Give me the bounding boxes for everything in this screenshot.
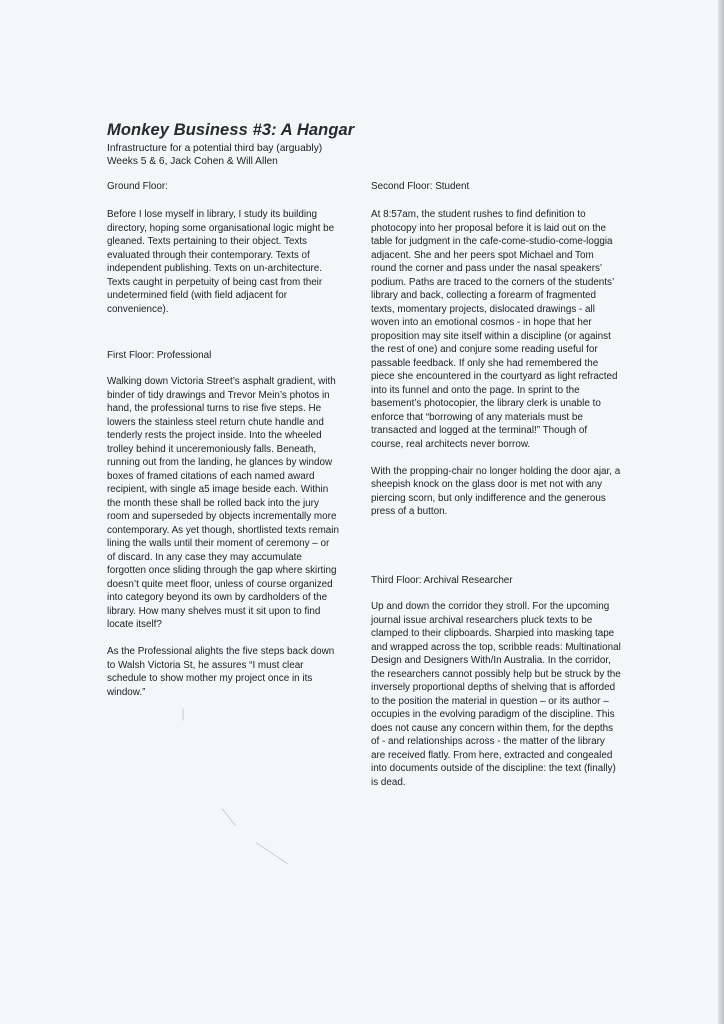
second-floor-body-2: With the propping-chair no longer holding the door ajar, a sheepish knock on the glass door is met not with any piercing scorn, but only indifference and the generous press of a button. xyxy=(371,465,621,517)
document-subtitle xyxy=(107,142,322,168)
first-floor-body-1: Walking down Victoria Street’s asphalt gradient, with binder of tidy drawings and Trevor Mein’s photos in hand, the professional turns to rise five steps. He lowers the stainless steel return chute handle and tenderly rests the project inside. Into the wheeled trolley behind it unceremoniously falls. Beneath, running out from the landing, he glances by window boxes of framed citations of each named award recipient, with single a5 image beside each. Within the month these shall be rolled back into the jury room and superseded by objects incrementally more contemporary. As yet though, shortlisted texts remain lining the walls until their moment of ceremony – or of discard. In any case they may accumulate forgotten once sliding through the gap where skirting doesn’t quite meet floor, unless of course organized into category beyond its own by cardholders of the library. How many shelves must it sit upon to find locate itself? xyxy=(107,376,339,630)
ground-floor-heading: Ground Floor: xyxy=(107,181,168,192)
scan-mark xyxy=(222,808,236,826)
second-floor-body-block xyxy=(371,208,621,519)
ground-floor-body: Before I lose myself in library, I study its building directory, hoping some organisational logic might be gleaned. Texts pertaining to their object. Texts evaluated through their contemporary. Texts of independent publishing. Texts on un-architecture. Texts caught in perpetuity of being cast from their undetermined field (with field adjacent for convenience). xyxy=(107,209,335,315)
document-title: Monkey Business #3: A Hangar xyxy=(107,121,355,139)
ground-floor-body-block xyxy=(107,208,339,316)
ground-floor-section xyxy=(107,180,339,194)
first-floor-body-block xyxy=(107,375,339,699)
third-floor-heading: Third Floor: Archival Researcher xyxy=(371,575,513,586)
third-floor-heading-block xyxy=(371,574,621,588)
scan-mark xyxy=(256,842,288,864)
third-floor-body-block xyxy=(371,600,621,789)
third-floor-body: Up and down the corridor they stroll. For the upcoming journal issue archival researchers pluck texts to be clamped to their clipboards. Sharpied into masking tape and wrapped across the top, scribble reads: Multinational Design and Designers With/In Australia. In the corridor, the researchers cannot possibly help but be struck by the inversely proportional depths of shelving that is afforded to the position the material in question – or its author – occupies in the evolving paradigm of the discipline. This does not cause any concern within them, for the depths of - and relationships across - the matter of the library are received flatly. From here, extracted and congealed into documents outside of the discipline: the text (finally) is dead. xyxy=(371,601,621,788)
subtitle-line-1: Infrastructure for a potential third bay (arguably) xyxy=(107,143,323,154)
first-floor-body-2: As the Professional alights the five steps back down to Walsh Victoria St, he assures “I must clear schedule to show mother my project once in its window.” xyxy=(107,646,335,698)
scan-mark xyxy=(183,709,184,721)
second-floor-body-1: At 8:57am, the student rushes to find definition to photocopy into her proposal before it is laid out on the table for judgment in the cafe-come-studio-come-loggia adjacent. She and her peers spot Michael and Tom round the corner and pass under the nasal speakers’ podium. Paths are traced to the corners of the students’ library and back, collecting a forearm of fragmented texts, momentary projects, dislocated drawings - all woven into an emotional cosmos - in hope that her proposition may site itself within a discipline (or against the rest of one) and conjure some reading useful for passable feedback. If only she had remembered the piece she encountered in the courtyard as light refracted into its funnel and onto the page. In sprint to the basement’s photocopier, the library clerk is unable to enforce that “borrowing of any materials must be transacted and logged at the terminal!” Though of course, real architects never borrow. xyxy=(371,209,618,450)
scan-edge xyxy=(718,0,724,1024)
first-floor-heading-block xyxy=(107,349,339,363)
second-floor-heading: Second Floor: Student xyxy=(371,181,470,192)
second-floor-heading-block xyxy=(371,180,621,194)
first-floor-heading: First Floor: Professional xyxy=(107,350,212,361)
subtitle-line-2: Weeks 5 & 6, Jack Cohen & Will Allen xyxy=(107,156,278,167)
